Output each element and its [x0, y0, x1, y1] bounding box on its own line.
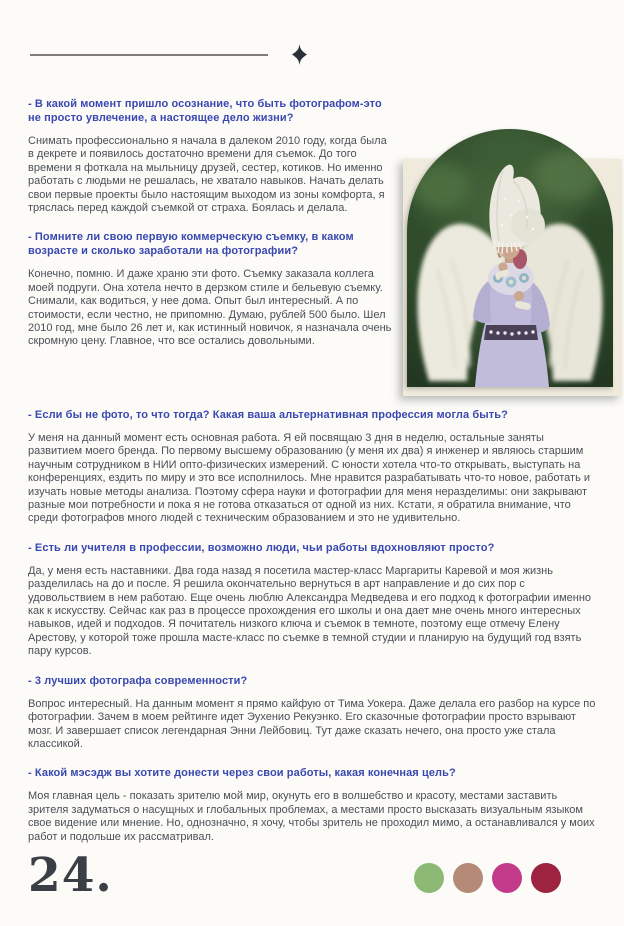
magazine-page	[0, 44, 624, 926]
angel-portrait-photo	[407, 129, 613, 387]
page-header	[0, 44, 624, 65]
portrait-photo-block	[403, 129, 622, 396]
palette-swatch-pink	[492, 863, 522, 893]
palette-swatch-tan	[453, 863, 483, 893]
color-palette	[414, 863, 561, 893]
answer-3: У меня на данный момент есть основная работа. Я ей посвящаю 3 дня в неделю, остальные заняты развитием моего бренда. По первому высшему образованию (у меня их два) я инженер и являюсь старшим научным сотрудником в НИИ опто-физических измерений. С юности хотела что-то открывать, выступать на конференциях, ездить по миру и это все исполнилось. Мне нравится разрабатывать что-то новое, работать и изучать новые методы анализа. Поэтому сфера науки и фотографии для меня неразделимы: они закрывают разные мои потребности и пока я не готова отказаться от одной из них. Кстати, я обратила внимание, что среди фотографов много людей с техническим образованием и это не удивительно.	[28, 432, 591, 525]
question-5: - 3 лучших фотографа современности?	[28, 674, 248, 687]
header-rule	[30, 54, 268, 56]
answer-6: Моя главная цель - показать зрителю мой мир, окунуть его в волшебство и красоту, местами заставить зрителя задуматься о насущных и глобальных проблемах, а местами просто высказать визуальным языком свое видение или мнение. Но, однозначно, я хочу, чтобы зритель не проходил мимо, а останавливался у моих работ и подольше их рассматривал.	[28, 790, 595, 843]
question-3: - Если бы не фото, то что тогда? Какая ваша альтернативная профессия могла быть?	[28, 409, 508, 421]
interview-article	[0, 97, 624, 844]
question-4: - Есть ли учителя в профессии, возможно люди, чьи работы вдохновляют просто?	[28, 541, 495, 554]
palette-swatch-green	[414, 863, 444, 893]
question-1: - В какой момент пришло осознание, что быть фотографом-это не просто увлечение, а настоящее дело жизни?	[28, 98, 382, 124]
sparkle-icon	[292, 44, 307, 65]
question-6: - Какой мэсэдж вы хотите донести через свои работы, какая конечная цель?	[28, 767, 456, 780]
answer-1: Снимать профессионально я начала в далеком 2010 году, когда была в декрете и появилось достаточно времени для съемок. До того времени я фоткала на мыльницу друзей, сестер, котиков. Но именно работать с людьми не решалась, не хватало навыков. Начать делать свои первые проекты было настоящим выходом из зоны комфорта, я тряслась перед каждой съемкой от страха. Боялась и делала.	[28, 135, 387, 215]
answer-2: Конечно, помню. И даже храню эти фото. Съемку заказала коллега моей подруги. Она хотела нечто в дерзком стиле и бельевую съемку. Снимали, как водиться, у нее дома. Опыт был интересный. А по стоимости, если честно, не припомню. Думаю, рублей 500 было. Шел 2010 год, мне было 26 лет и, как истинный новичок, я назначала очень скромную цену. Главное, что все остались довольными.	[28, 268, 392, 348]
palette-swatch-darkred	[531, 863, 561, 893]
answer-4: Да, у меня есть наставники. Два года назад я посетила мастер-класс Маргариты Каревой и моя жизнь разделилась на до и после. Я решила окончательно вернуться в арт направление и до сих пор с удовольствием в нем работаю. Еще очень люблю Александра Медведева и его подход к фотографии именно как к искусству. Сейчас как раз в процессе прохождения его школы и она дает мне очень много интересных навыков, идей и подходов. Я почитатель низкого ключа и съемок в темноте, поэтому еще отмечу Елену Арестову, у которой тоже прошла масте-класс по съемке в темной студии и планирую на будущий год взять пару курсов.	[28, 564, 592, 658]
answer-5: Вопрос интересный. На данным момент я прямо кайфую от Тима Уокера. Даже делала его разбор на курсе по фотографии. Зачем в моем рейтинге идет Эухенио Рекуэнко. Его сказочные фотографии просто взрывают мозг. И завершает список легендарная Энни Лейбовиц. Тут даже сказать нечего, она просто уже стала классикой.	[28, 697, 596, 750]
page-number: 24.	[28, 848, 113, 903]
question-2: - Помните ли свою первую коммерческую съемку, в каком возрасте и сколько заработали на фотографии?	[28, 231, 354, 258]
